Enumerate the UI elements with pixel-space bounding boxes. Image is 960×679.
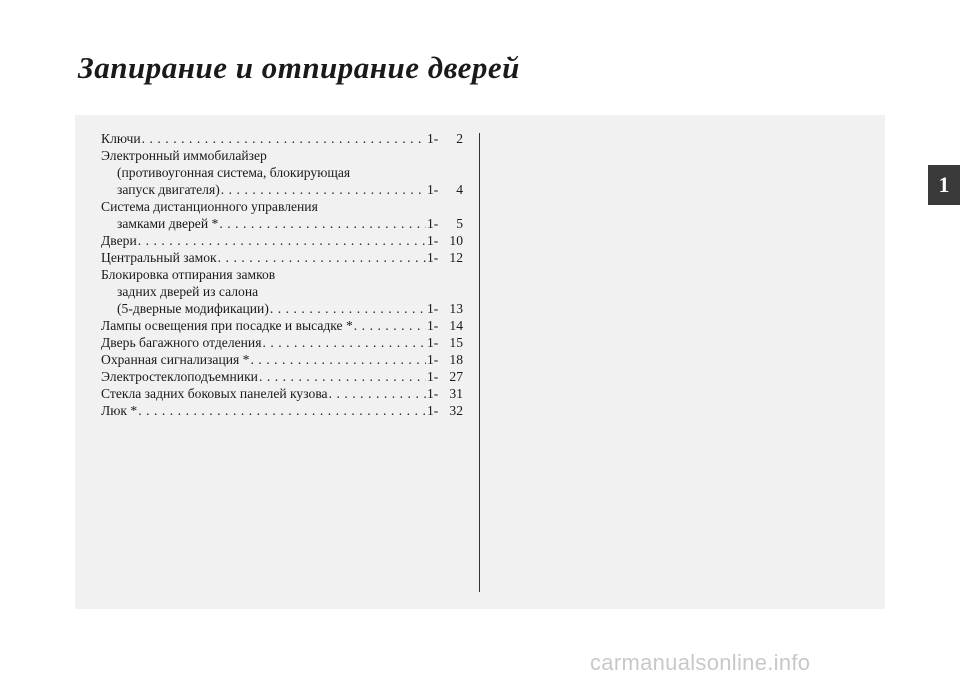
toc-entry-text: Дверь багажного отделения	[101, 335, 262, 350]
leader-dots	[219, 215, 426, 232]
toc-entry-rear-quarter-glass[interactable]	[101, 385, 463, 402]
toc-entry-text: Люк *	[101, 403, 138, 418]
toc-entry-text: Система дистанционного управления	[101, 199, 318, 214]
watermark: carmanualsonline.info	[590, 650, 811, 675]
toc-entry-page: 15	[449, 335, 463, 350]
toc-entry-sunroof[interactable]	[101, 402, 463, 419]
leader-dots	[221, 181, 426, 198]
toc-entry-keys[interactable]	[101, 130, 463, 147]
toc-entry-page: 13	[449, 301, 463, 316]
toc-entry-page: 5	[456, 216, 463, 231]
toc-entry-tailgate[interactable]	[101, 334, 463, 351]
toc-entry-page: 14	[449, 318, 463, 333]
toc-entry-page: 27	[449, 369, 463, 384]
toc-entry-text: Электростеклоподъемники	[101, 369, 258, 384]
toc-entry-text: Электронный иммобилайзер	[101, 148, 267, 163]
leader-dots	[262, 334, 426, 351]
toc-entry-page: 10	[449, 233, 463, 248]
toc-entry-section: 1-	[427, 386, 439, 401]
toc-entry-section: 1-	[427, 182, 439, 197]
column-divider	[479, 133, 480, 592]
table-of-contents	[101, 130, 463, 419]
toc-entry-child-lock	[101, 266, 463, 283]
toc-entry-page: 31	[449, 386, 463, 401]
toc-entry-section: 1-	[427, 216, 439, 231]
toc-entry-courtesy-lamps[interactable]	[101, 317, 463, 334]
toc-entry-text: Охранная сигнализация *	[101, 352, 250, 367]
toc-entry-section: 1-	[427, 233, 439, 248]
leader-dots	[218, 249, 426, 266]
toc-entry-remote-lock-line2[interactable]	[101, 215, 463, 232]
leader-dots	[142, 130, 426, 147]
toc-entry-page: 2	[456, 131, 463, 146]
leader-dots	[259, 368, 426, 385]
toc-entry-immobilizer-line2	[101, 164, 463, 181]
toc-entry-immobilizer-line3[interactable]	[101, 181, 463, 198]
toc-entry-central-lock[interactable]	[101, 249, 463, 266]
toc-entry-remote-lock	[101, 198, 463, 215]
page-title: Запирание и отпирание дверей	[78, 50, 520, 85]
leader-dots	[138, 402, 426, 419]
toc-entry-child-lock-line2	[101, 283, 463, 300]
toc-entry-text: замками дверей *	[117, 216, 219, 231]
leader-dots	[329, 385, 426, 402]
toc-entry-text: задних дверей из салона	[117, 284, 259, 299]
toc-entry-page: 4	[456, 182, 463, 197]
toc-entry-doors[interactable]	[101, 232, 463, 249]
toc-entry-text: Лампы освещения при посадке и высадке *	[101, 318, 353, 333]
toc-entry-alarm[interactable]	[101, 351, 463, 368]
toc-entry-section: 1-	[427, 335, 439, 350]
toc-entry-text: Ключи	[101, 131, 141, 146]
leader-dots	[250, 351, 426, 368]
toc-entry-power-windows[interactable]	[101, 368, 463, 385]
toc-entry-section: 1-	[427, 250, 439, 265]
toc-entry-text: Центральный замок	[101, 250, 217, 265]
toc-entry-immobilizer	[101, 147, 463, 164]
leader-dots	[354, 317, 426, 334]
toc-entry-section: 1-	[427, 403, 439, 418]
toc-entry-text: (5-дверные модификации)	[117, 301, 269, 316]
toc-entry-text: (противоугонная система, блокирующая	[117, 165, 351, 180]
toc-entry-text: Двери	[101, 233, 137, 248]
toc-entry-text: запуск двигателя)	[117, 182, 220, 197]
toc-entry-section: 1-	[427, 301, 439, 316]
leader-dots	[138, 232, 426, 249]
toc-entry-page: 18	[449, 352, 463, 367]
toc-entry-child-lock-line3[interactable]	[101, 300, 463, 317]
toc-entry-section: 1-	[427, 352, 439, 367]
toc-entry-section: 1-	[427, 131, 439, 146]
toc-entry-page: 12	[449, 250, 463, 265]
toc-entry-page: 32	[449, 403, 463, 418]
leader-dots	[270, 300, 426, 317]
toc-entry-section: 1-	[427, 318, 439, 333]
toc-entry-section: 1-	[427, 369, 439, 384]
chapter-tab[interactable]: 1	[928, 165, 960, 205]
toc-entry-text: Блокировка отпирания замков	[101, 267, 276, 282]
toc-entry-text: Стекла задних боковых панелей кузова	[101, 386, 328, 401]
